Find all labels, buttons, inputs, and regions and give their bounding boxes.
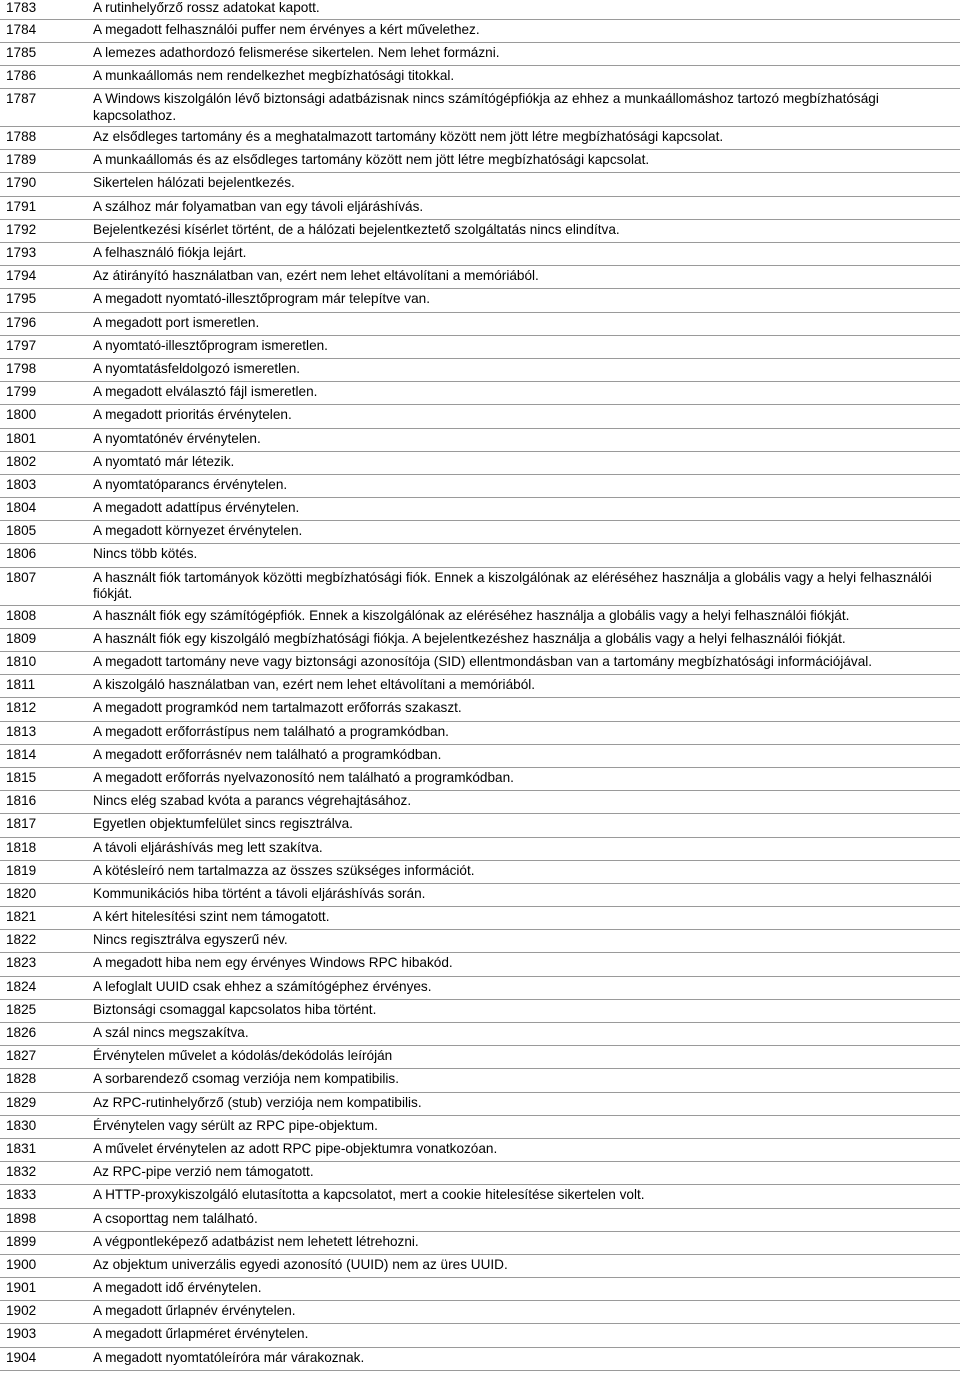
table-row	[0, 266, 960, 289]
error-code: 1805	[6, 523, 37, 539]
error-description: Az átirányító használatban van, ezért nem lehet eltávolítani a memóriából.	[93, 268, 539, 284]
error-description: A lefoglalt UUID csak ehhez a számítógéphez érvényes.	[93, 978, 432, 994]
error-description: A sorbarendező csomag verziója nem kompatibilis.	[93, 1071, 400, 1087]
error-description: A használt fiók egy kiszolgáló megbízhatósági fiókja. A bejelentkezéshez használja a globális vagy a helyi felhasználói fiókját.	[93, 630, 846, 646]
error-code: 1785	[6, 44, 37, 60]
table-row	[0, 1301, 960, 1324]
error-code: 1794	[6, 268, 37, 284]
table-row	[0, 629, 960, 652]
error-code: 1792	[6, 221, 37, 237]
table-row	[0, 66, 960, 89]
error-description: A megadott környezet érvénytelen.	[93, 523, 303, 539]
table-row	[0, 606, 960, 629]
table-row	[0, 382, 960, 405]
table-row	[0, 977, 960, 1000]
error-code: 1802	[6, 453, 37, 469]
error-code: 1827	[6, 1048, 37, 1064]
error-description: A szálhoz már folyamatban van egy távoli eljáráshívás.	[93, 198, 424, 214]
error-description: A megadott programkód nem tartalmazott erőforrás szakaszt.	[93, 700, 462, 716]
error-description: A művelet érvénytelen az adott RPC pipe-objektumra vonatkozóan.	[93, 1140, 498, 1156]
error-description: A megadott erőforrásnév nem található a programkódban.	[93, 746, 442, 762]
table-row	[0, 1023, 960, 1046]
table-row	[0, 1209, 960, 1232]
error-code: 1797	[6, 337, 37, 353]
table-row	[0, 1255, 960, 1278]
error-code: 1811	[6, 677, 36, 693]
error-code: 1818	[6, 839, 37, 855]
error-description: Érvénytelen vagy sérült az RPC pipe-objektum.	[93, 1117, 378, 1133]
error-description: A megadott nyomtató-illesztőprogram már telepítve van.	[93, 291, 430, 307]
error-code: 1796	[6, 314, 37, 330]
error-code: 1824	[6, 978, 37, 994]
error-description: A nyomtatóparancs érvénytelen.	[93, 476, 288, 492]
error-code: 1786	[6, 67, 37, 83]
error-description: A megadott erőforrástípus nem található a programkódban.	[93, 723, 449, 739]
table-row	[0, 1000, 960, 1023]
table-row	[0, 768, 960, 791]
error-description: Az RPC-rutinhelyőrző (stub) verziója nem kompatibilis.	[93, 1094, 422, 1110]
error-code: 1822	[6, 932, 37, 948]
error-code: 1821	[6, 909, 37, 925]
table-row	[0, 1046, 960, 1069]
table-row	[0, 1116, 960, 1139]
error-description: A végpontleképező adatbázist nem lehetett létrehozni.	[93, 1233, 419, 1249]
table-row	[0, 243, 960, 266]
error-description: Az objektum univerzális egyedi azonosító (UUID) nem az üres UUID.	[93, 1256, 508, 1272]
error-description: A megadott űrlapnév érvénytelen.	[93, 1303, 296, 1319]
error-description: A használt fiók egy számítógépfiók. Ennek a kiszolgálónak az eléréséhez használja a globális vagy a helyi felhasználói fiókját.	[93, 607, 850, 623]
error-code: 1900	[6, 1256, 37, 1272]
error-code: 1784	[6, 21, 37, 37]
table-row	[0, 1348, 960, 1371]
table-row	[0, 930, 960, 953]
error-description: Sikertelen hálózati bejelentkezés.	[93, 175, 295, 191]
table-row	[0, 336, 960, 359]
table-row	[0, 568, 960, 606]
error-description: Az RPC-pipe verzió nem támogatott.	[93, 1164, 314, 1180]
table-row	[0, 1139, 960, 1162]
table-row	[0, 43, 960, 66]
error-description: Érvénytelen művelet a kódolás/dekódolás leíróján	[93, 1048, 393, 1064]
table-row	[0, 544, 960, 567]
table-row	[0, 953, 960, 976]
table-row	[0, 89, 960, 127]
table-row	[0, 745, 960, 768]
error-code: 1832	[6, 1164, 37, 1180]
error-description: A lemezes adathordozó felismerése sikertelen. Nem lehet formázni.	[93, 44, 500, 60]
table-row	[0, 1093, 960, 1116]
error-description: A megadott hiba nem egy érvényes Windows RPC hibakód.	[93, 955, 453, 971]
table-row	[0, 814, 960, 837]
table-row	[0, 652, 960, 675]
error-description: A nyomtatónév érvénytelen.	[93, 430, 261, 446]
table-row	[0, 521, 960, 544]
error-code: 1804	[6, 500, 37, 516]
table-row	[0, 0, 960, 20]
table-row	[0, 220, 960, 243]
table-row	[0, 1185, 960, 1208]
error-description: Bejelentkezési kísérlet történt, de a hálózati bejelentkeztető szolgáltatás nincs elindítva.	[93, 221, 620, 237]
error-code: 1820	[6, 885, 37, 901]
table-row	[0, 150, 960, 173]
error-code: 1815	[6, 769, 37, 785]
error-code: 1829	[6, 1094, 37, 1110]
table-row	[0, 498, 960, 521]
error-code: 1799	[6, 384, 37, 400]
error-description: A Windows kiszolgálón lévő biztonsági adatbázisnak nincs számítógépfiókja az ehhez a munkaállomáshoz tartozó megbízhatósági kapcsolathoz.	[93, 91, 879, 123]
table-row	[0, 197, 960, 220]
table-row	[0, 791, 960, 814]
error-description: A megadott elválasztó fájl ismeretlen.	[93, 384, 318, 400]
error-description: Nincs regisztrálva egyszerű név.	[93, 932, 288, 948]
error-code: 1806	[6, 546, 37, 562]
error-description: A szál nincs megszakítva.	[93, 1025, 249, 1040]
table-row	[0, 1324, 960, 1347]
error-description: A megadott űrlapméret érvénytelen.	[93, 1326, 309, 1342]
error-description: A kiszolgáló használatban van, ezért nem lehet eltávolítani a memóriából.	[93, 677, 536, 693]
table-row	[0, 475, 960, 498]
error-code: 1817	[6, 816, 37, 832]
error-code: 1791	[6, 198, 37, 214]
error-code: 1795	[6, 291, 37, 307]
error-code: 1787	[6, 91, 37, 107]
error-description: A megadott felhasználói puffer nem érvényes a kért művelethez.	[93, 21, 480, 37]
error-description: A megadott idő érvénytelen.	[93, 1280, 262, 1296]
error-code: 1826	[6, 1025, 37, 1040]
error-code: 1823	[6, 955, 37, 971]
table-row	[0, 907, 960, 930]
error-code: 1803	[6, 476, 37, 492]
error-description: A HTTP-proxykiszolgáló elutasította a kapcsolatot, mert a cookie hitelesítése sikertelen volt.	[93, 1187, 645, 1203]
table-row	[0, 313, 960, 336]
table-row	[0, 289, 960, 312]
table-row	[0, 173, 960, 196]
error-description: Nincs több kötés.	[93, 546, 198, 562]
table-row	[0, 1069, 960, 1092]
error-description: A csoporttag nem található.	[93, 1210, 258, 1226]
error-code: 1899	[6, 1233, 37, 1249]
error-code: 1793	[6, 245, 37, 260]
error-description: A rutinhelyőrző rossz adatokat kapott.	[93, 0, 320, 15]
error-code: 1813	[6, 723, 37, 739]
error-code: 1801	[6, 430, 37, 446]
error-description: A megadott prioritás érvénytelen.	[93, 407, 292, 423]
error-description: A munkaállomás és az elsődleges tartomány között nem jött létre megbízhatósági kapcsolat.	[93, 152, 650, 168]
error-description: A nyomtató-illesztőprogram ismeretlen.	[93, 337, 328, 353]
error-description: A munkaállomás nem rendelkezhet megbízhatósági titokkal.	[93, 67, 455, 83]
error-code: 1898	[6, 1210, 37, 1226]
error-code: 1816	[6, 793, 37, 809]
error-code: 1901	[6, 1280, 37, 1296]
table-row	[0, 1232, 960, 1255]
table-row	[0, 1162, 960, 1185]
table-row	[0, 405, 960, 428]
table-row	[0, 452, 960, 475]
error-description: A megadott port ismeretlen.	[93, 314, 260, 330]
table-row	[0, 698, 960, 721]
error-description: A nyomtatásfeldolgozó ismeretlen.	[93, 360, 301, 376]
error-code: 1790	[6, 175, 37, 191]
error-description: Biztonsági csomaggal kapcsolatos hiba történt.	[93, 1001, 377, 1017]
error-description: A nyomtató már létezik.	[93, 453, 235, 469]
error-description: Egyetlen objektumfelület sincs regisztrálva.	[93, 816, 353, 832]
error-code: 1789	[6, 152, 37, 168]
error-code: 1809	[6, 630, 37, 646]
error-code: 1825	[6, 1001, 37, 1017]
error-description: A távoli eljáráshívás meg lett szakítva.	[93, 839, 323, 855]
error-code: 1788	[6, 129, 37, 145]
error-description: A kötésleíró nem tartalmazza az összes szükséges információt.	[93, 862, 475, 878]
error-code: 1807	[6, 569, 37, 585]
table-row	[0, 675, 960, 698]
error-code: 1903	[6, 1326, 37, 1342]
error-description: A használt fiók tartományok közötti megbízhatósági fiók. Ennek a kiszolgálónak az eléréséhez használja a globális vagy a helyi felhasználói fiókját.	[93, 569, 932, 602]
error-description: A kért hitelesítési szint nem támogatott.	[93, 909, 330, 925]
table-row	[0, 861, 960, 884]
error-description: A megadott tartomány neve vagy biztonsági azonosítója (SID) ellentmondásban van a tartomány megbízhatósági információjával.	[93, 654, 873, 669]
error-description: Az elsődleges tartomány és a meghatalmazott tartomány között nem jött létre megbízhatósági kapcsolat.	[93, 129, 724, 145]
error-description: A megadott nyomtatóleíróra már várakoznak.	[93, 1349, 365, 1365]
table-row	[0, 722, 960, 745]
error-code: 1833	[6, 1187, 37, 1203]
error-code: 1831	[6, 1140, 37, 1156]
error-code: 1819	[6, 862, 37, 878]
table-row	[0, 1278, 960, 1301]
error-code: 1814	[6, 746, 37, 762]
error-code: 1828	[6, 1071, 37, 1087]
error-description: A felhasználó fiókja lejárt.	[93, 245, 247, 260]
table-row	[0, 20, 960, 43]
error-description: A megadott adattípus érvénytelen.	[93, 500, 300, 516]
table-row	[0, 127, 960, 150]
error-code: 1812	[6, 700, 37, 716]
error-description: Kommunikációs hiba történt a távoli eljáráshívás során.	[93, 885, 426, 901]
error-description: A megadott erőforrás nyelvazonosító nem található a programkódban.	[93, 769, 514, 785]
error-code: 1783	[6, 0, 37, 15]
error-code: 1798	[6, 360, 37, 376]
error-code: 1830	[6, 1117, 37, 1133]
error-code: 1808	[6, 607, 37, 623]
error-code: 1904	[6, 1349, 37, 1365]
table-row	[0, 359, 960, 382]
table-row	[0, 429, 960, 452]
error-code: 1800	[6, 407, 37, 423]
error-code: 1810	[6, 654, 37, 669]
error-code: 1902	[6, 1303, 37, 1319]
table-row	[0, 884, 960, 907]
table-row	[0, 838, 960, 861]
error-description: Nincs elég szabad kvóta a parancs végrehajtásához.	[93, 793, 412, 809]
